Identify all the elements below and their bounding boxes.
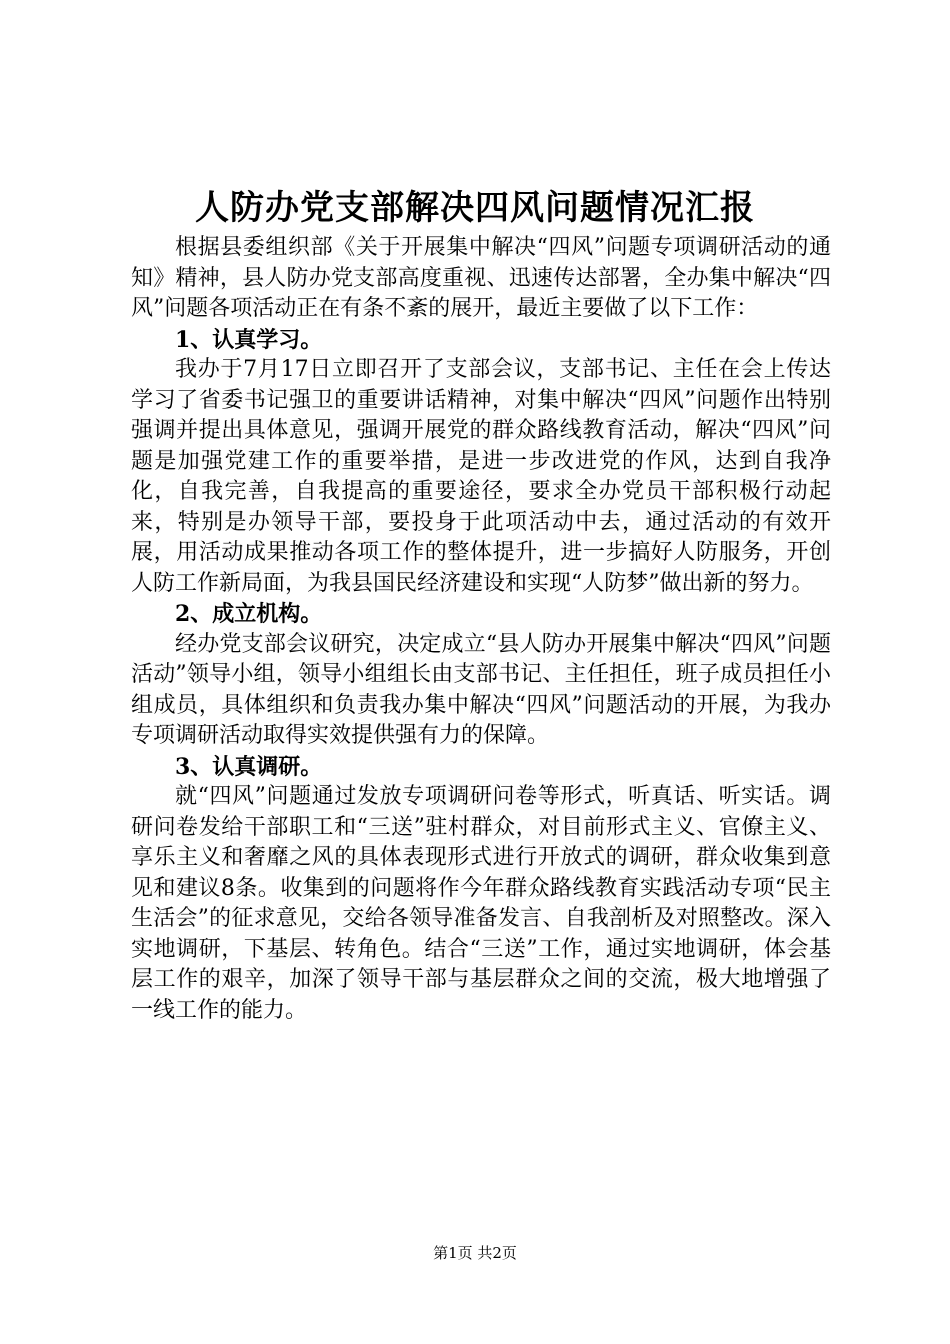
section-heading-study: 1、认真学习。: [175, 326, 323, 353]
section-heading-research: 3、认真调研。: [175, 753, 323, 780]
page-number-footer: 第1页 共2页: [433, 1244, 517, 1262]
document-body: [131, 233, 831, 1026]
section-paragraph-study: 我办于7月17日立即召开了支部会议，支部书记、主任在会上传达学习了省委书记强卫的重要讲话精神，对集中解决“四风”问题作出特别强调并提出具体意见，强调开展党的群众路线教育活动，解决“四风”问题是加强党建工作的重要举措，是进一步改进党的作风，达到自我净化，自我完善，自我提高的重要途径，要求全办党员干部积极行动起来，特别是办领导干部，要投身于此项活动中去，通过活动的有效开展，用活动成果推动各项工作的整体提升，进一步搞好人防服务，开创人防工作新局面，为我县国民经济建设和实现“人防梦”做出新的努力。: [131, 357, 831, 596]
section-paragraph-research: 就“四风”问题通过发放专项调研问卷等形式，听真话、听实话。调研问卷发给干部职工和“三送”驻村群众，对目前形式主义、官僚主义、享乐主义和奢靡之风的具体表现形式进行开放式的调研，群众收集到意见和建议8条。收集到的问题将作今年群众路线教育实践活动专项“民主生活会”的征求意见，交给各领导准备发言、自我剖析及对照整改。深入实地调研，下基层、转角色。结合“三送”工作，通过实地调研，体会基层工作的艰辛，加深了领导干部与基层群众之间的交流，极大地增强了一线工作的能力。: [131, 784, 831, 1023]
intro-paragraph: 根据县委组织部《关于开展集中解决“四风”问题专项调研活动的通知》精神，县人防办党支部高度重视、迅速传达部署，全办集中解决“四风”问题各项活动正在有条不紊的展开，最近主要做了以下工作：: [131, 235, 831, 321]
section-heading-organization: 2、成立机构。: [175, 601, 323, 627]
document-title: 人防办党支部解决四风问题情况汇报: [195, 188, 755, 228]
section-paragraph-organization: 经办党支部会议研究，决定成立“县人防办开展集中解决“四风”问题活动”领导小组，领导小组组长由支部书记、主任担任，班子成员担任小组成员，具体组织和负责我办集中解决“四风”问题活动的开展，为我办专项调研活动取得实效提供强有力的保障。: [131, 631, 831, 748]
